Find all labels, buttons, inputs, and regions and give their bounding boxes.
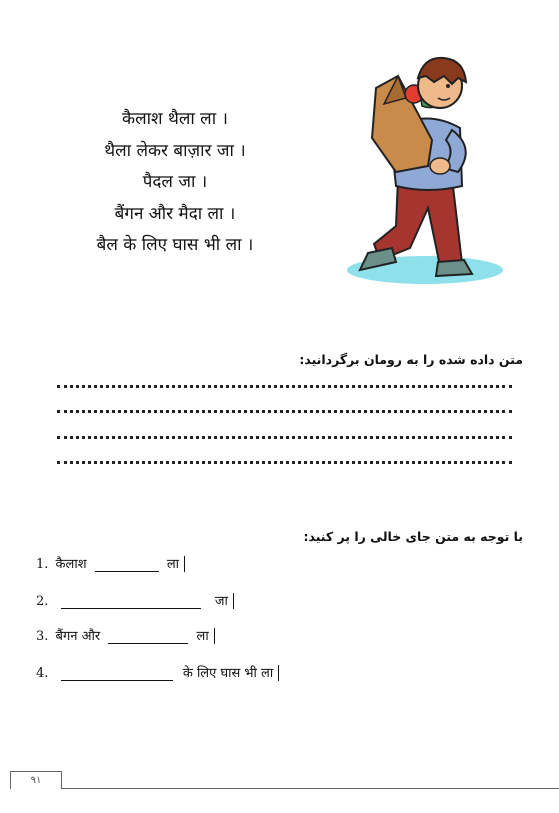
poem-line: थैला लेकर बाज़ार जा । bbox=[104, 140, 246, 161]
blank-field[interactable] bbox=[95, 557, 159, 572]
answer-line[interactable] bbox=[57, 385, 512, 388]
item-text-after: ला bbox=[166, 557, 180, 572]
text-cursor-bar bbox=[233, 593, 234, 609]
poem-line: बैल के लिए घास भी ला । bbox=[96, 235, 254, 255]
item-text-after: ला bbox=[196, 629, 209, 644]
exercise-romanize-instruction: متن داده شده را به رومان برگردانید: bbox=[299, 352, 523, 367]
blank-field[interactable] bbox=[61, 594, 201, 609]
item-number: 4. bbox=[36, 666, 49, 681]
item-number: 3. bbox=[36, 629, 49, 644]
text-cursor-bar bbox=[184, 556, 185, 572]
exercise-fill-blank-instruction: با توجه به متن جای خالی را پر کنید: bbox=[303, 529, 523, 544]
item-number: 2. bbox=[36, 594, 49, 609]
poem-line: कैलाश थैला ला । bbox=[122, 109, 228, 129]
text-cursor-bar bbox=[214, 628, 215, 644]
answer-line[interactable] bbox=[57, 461, 512, 464]
fill-blank-item bbox=[36, 663, 279, 683]
blank-field[interactable] bbox=[108, 629, 188, 644]
page-number: ٩١ bbox=[10, 771, 62, 789]
fill-blank-item bbox=[36, 591, 234, 611]
blank-field[interactable] bbox=[61, 666, 173, 681]
answer-line[interactable] bbox=[57, 410, 512, 413]
poem-line: पैदल जा । bbox=[142, 172, 208, 192]
item-number: 1. bbox=[36, 557, 49, 572]
item-text-after: के लिए घास भी ला bbox=[182, 666, 274, 681]
item-text-before: कैलाश bbox=[55, 557, 87, 572]
hindi-poem bbox=[40, 104, 310, 262]
poem-line: बैंगन और मैदा ला । bbox=[114, 203, 236, 224]
text-cursor-bar bbox=[278, 665, 279, 681]
item-text-after: जा bbox=[214, 594, 228, 609]
answer-line[interactable] bbox=[57, 436, 512, 439]
item-text-before: बैंगन और bbox=[55, 629, 101, 644]
fill-blank-item bbox=[36, 554, 185, 574]
fill-blank-item bbox=[36, 626, 215, 646]
boy-with-grocery-bag-illustration bbox=[340, 48, 510, 293]
footer-rule bbox=[10, 788, 559, 789]
